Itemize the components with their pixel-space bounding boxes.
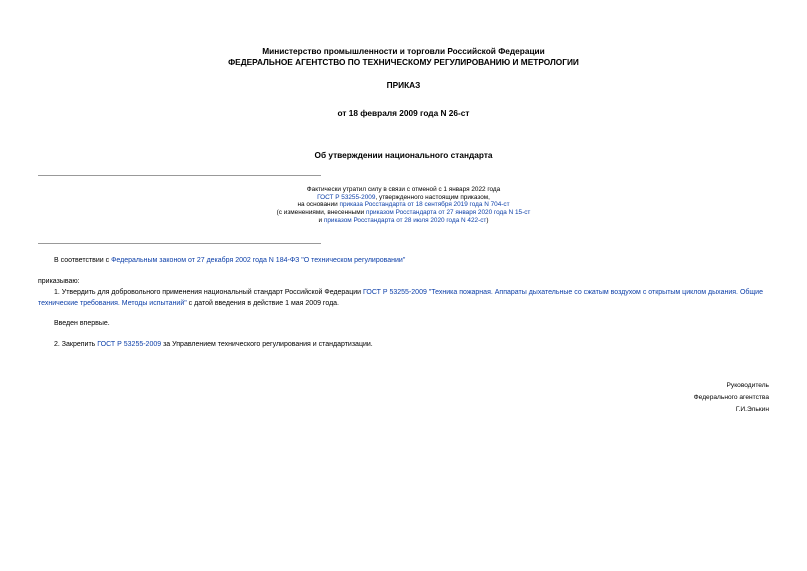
status-note-line-2: ГОСТ Р 53255-2009, утвержденного настоящим приказом, [317, 193, 490, 201]
signature-block [694, 380, 769, 416]
item-2-paragraph: 2. Закрепить ГОСТ Р 53255-2009 за Управлением технического регулирования и стандартизации. [54, 341, 373, 348]
federal-law-link[interactable]: Федеральным законом от 27 декабря 2002 года N 184-ФЗ "О техническом регулировании" [111, 257, 406, 264]
status-note-line-1: Фактически утратил силу в связи с отменой с 1 января 2022 года [306, 186, 501, 193]
basis-paragraph: В соответствии с Федеральным законом от 27 декабря 2002 года N 184-ФЗ "О техническом регулировании" [54, 257, 406, 264]
order-704-link[interactable]: приказа Росстандарта от 18 сентября 2019 года N 704-ст [339, 201, 510, 209]
order-word: приказываю: [38, 278, 80, 285]
order-15-link[interactable]: приказом Росстандарта от 27 января 2020 года N 15-ст [366, 209, 531, 217]
signature-title-2: Федерального агентства [693, 394, 769, 401]
status-note-line-4: (с изменениями, внесенными приказом Росстандарта от 27 января 2020 года N 15-ст [276, 209, 531, 217]
status-note-line-5: и приказом Росстандарта от 28 июля 2020 года N 422-ст) [318, 216, 489, 224]
status-note [0, 186, 807, 224]
status-note-line-3: на основании приказа Росстандарта от 18 сентября 2019 года N 704-ст [297, 201, 510, 209]
ministry-title: Министерство промышленности и торговли Российской Федерации [262, 46, 545, 56]
order-422-link[interactable]: приказом Росстандарта от 28 июля 2020 года N 422-ст [323, 216, 487, 224]
gost-item2-link[interactable]: ГОСТ Р 53255-2009 [97, 341, 162, 348]
agency-title: ФЕДЕРАЛЬНОЕ АГЕНТСТВО ПО ТЕХНИЧЕСКОМУ РЕГУЛИРОВАНИЮ И МЕТРОЛОГИИ [228, 57, 579, 67]
introduced-note: Введен впервые. [54, 320, 110, 327]
document-date-number: от 18 февраля 2009 года N 26-ст [337, 108, 470, 118]
document-subject: Об утверждении национального стандарта [314, 150, 493, 160]
top-divider [38, 175, 321, 176]
document-type: ПРИКАЗ [386, 80, 421, 90]
gost-standard-link[interactable]: ГОСТ Р 53255-2009 "Техника пожарная. Аппараты дыхательные со сжатым воздухом с открытым циклом дыхания. Общие технические требования. Методы испытаний" [38, 289, 763, 307]
signature-name: Г.И.Элькин [735, 406, 769, 413]
bottom-divider [38, 243, 321, 244]
item-1-paragraph: 1. Утвердить для добровольного применения национальный стандарт Российской Федерации ГОСТ Р 53255-2009 "Техника пожарная. Аппараты дыхательные со сжатым воздухом с открытым циклом дыхания. Общие технические требования. Методы испытаний" с датой введения в действие 1 мая 2009 года. [38, 289, 763, 307]
gost-link[interactable]: ГОСТ Р 53255-2009 [317, 193, 376, 201]
signature-title-1: Руководитель [726, 382, 769, 389]
